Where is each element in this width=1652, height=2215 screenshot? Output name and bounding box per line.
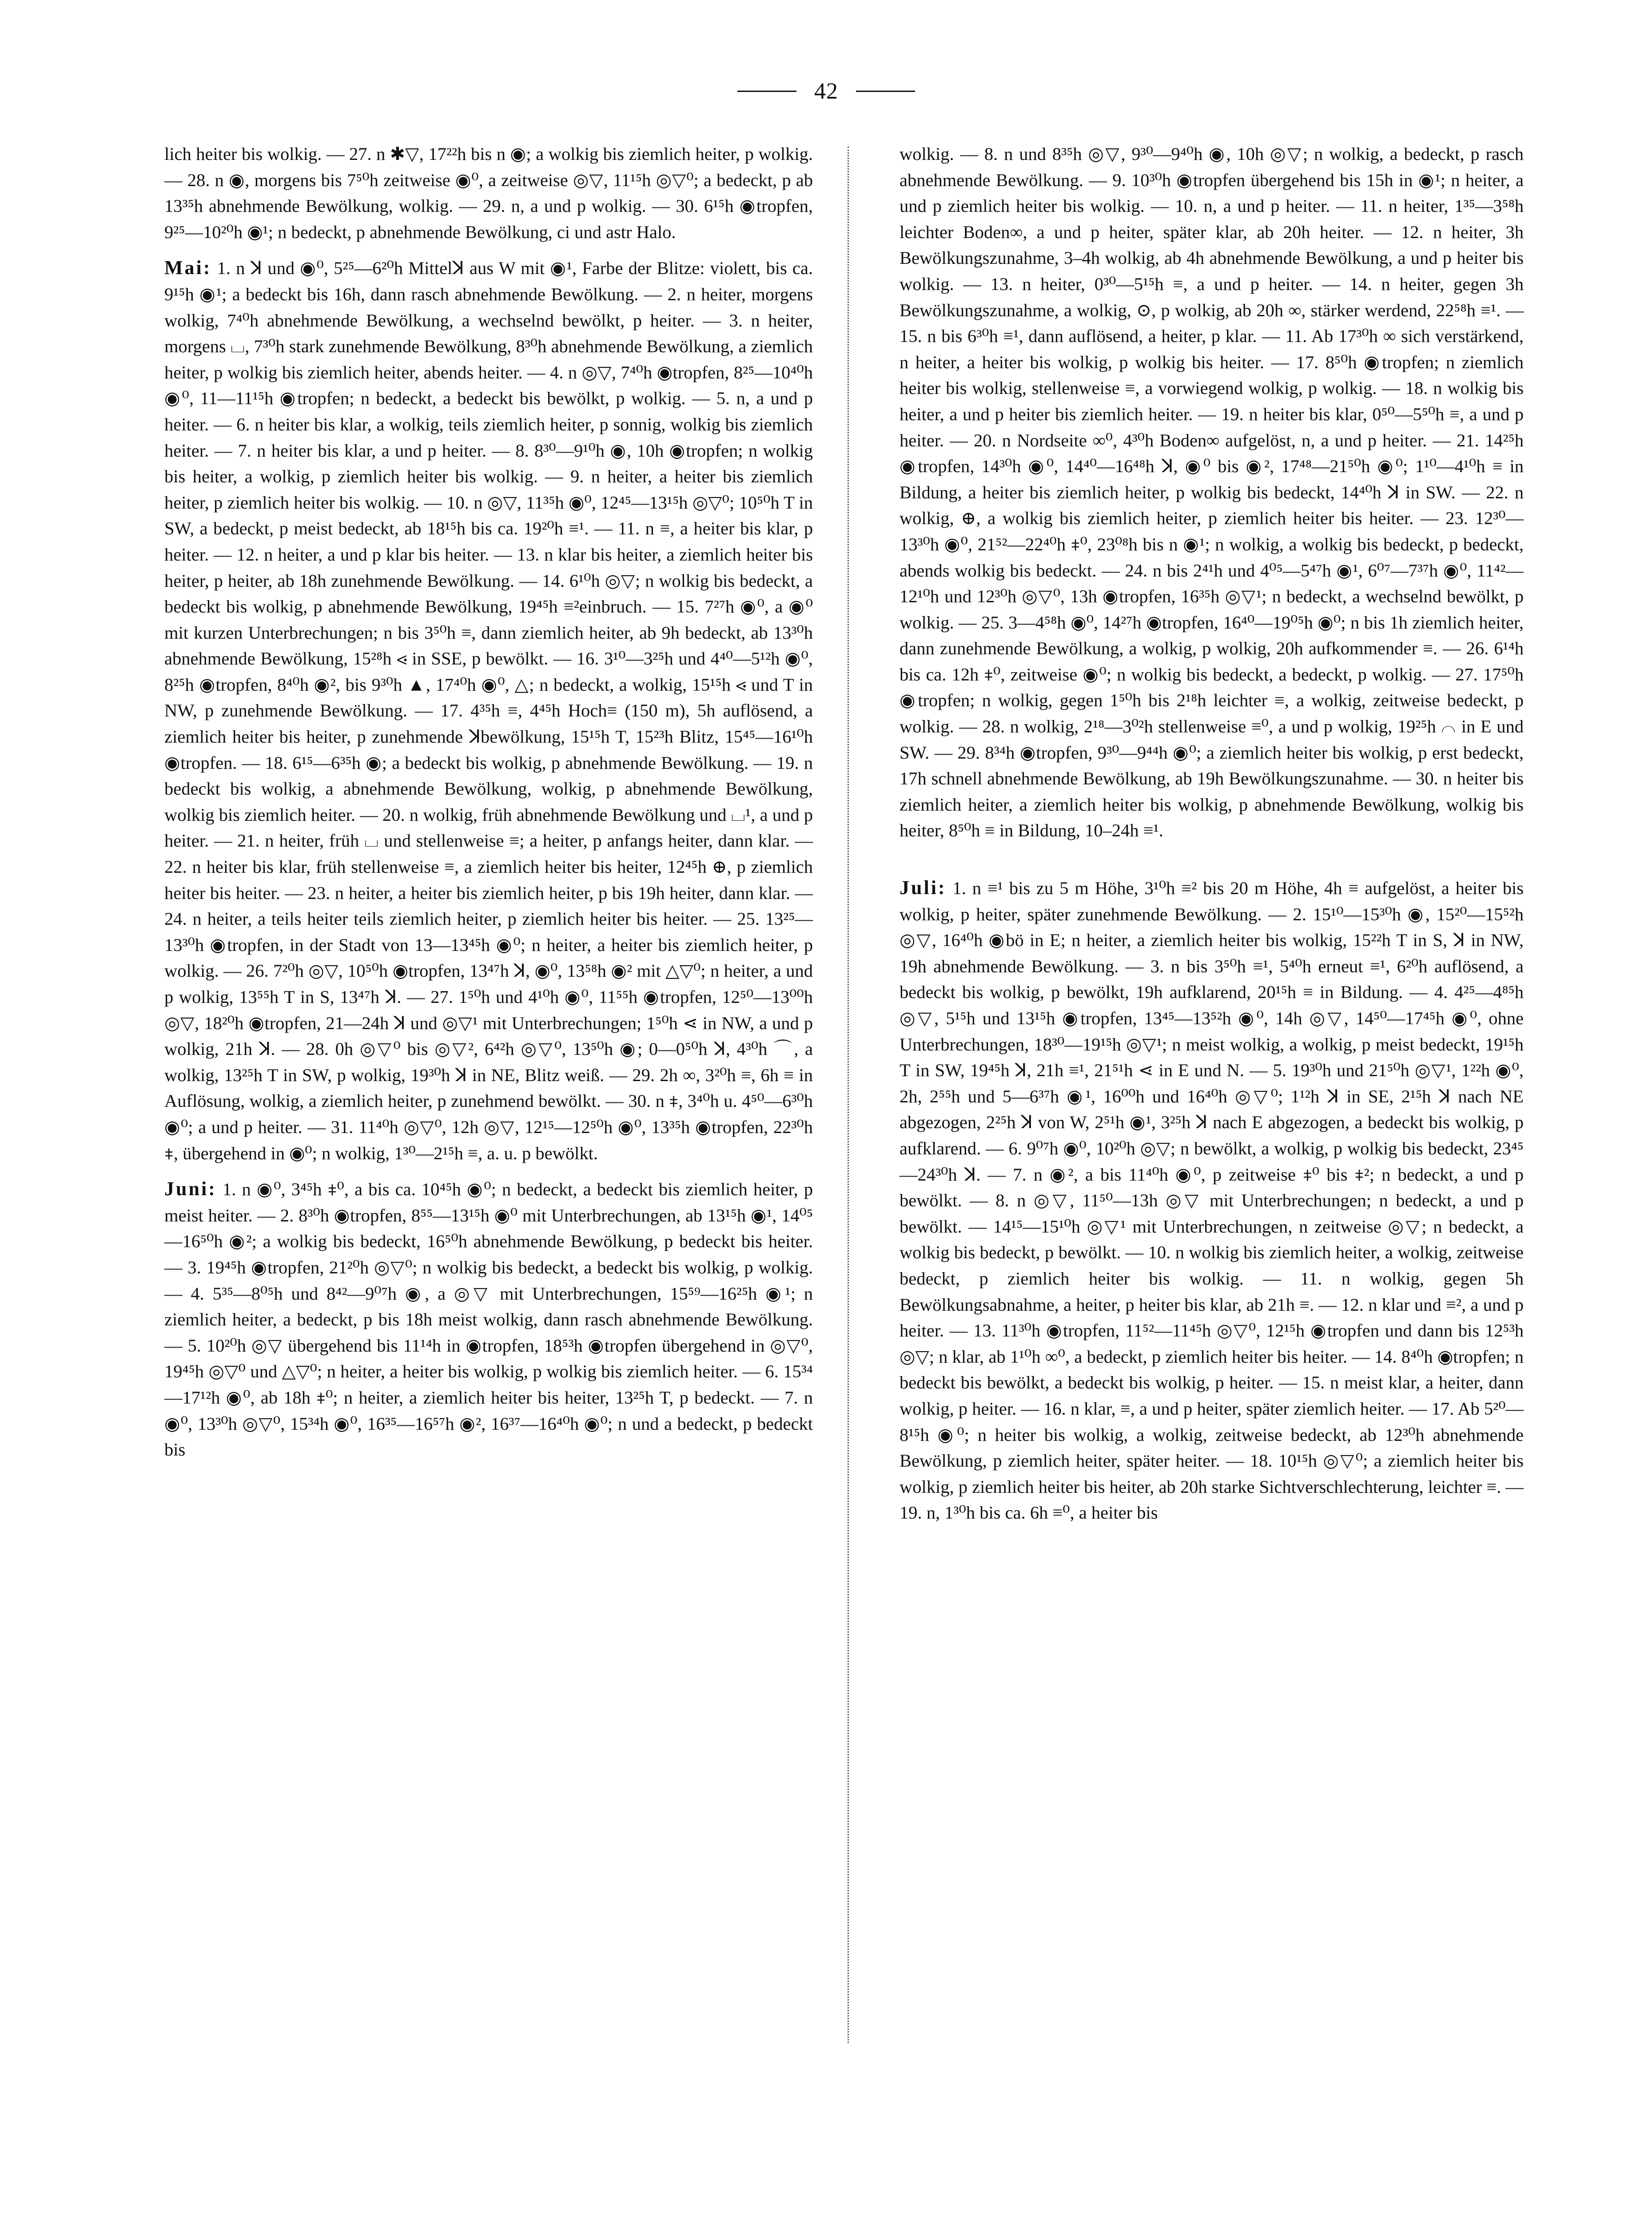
april-continuation: lich heiter bis wolkig. — 27. n ✱▽, 17²²h bis n ◉; a wolkig bis ziemlich heiter, p wolkig. — 28. n ◉, morgens bis 7⁵⁰h zeitweise ◉⁰, a zeitweise ◎▽, 11¹⁵h ◎▽⁰; a bedeckt, p ab 13³⁵h abnehmende Bewölkung, wolkig. — 29. n, a und p wolkig. — 30. 6¹⁵h ◉tropfen, 9²⁵—10²⁰h ◉¹; n bedeckt, p abnehmende Bewölkung, ci und astr Halo. [164, 144, 813, 242]
month-text-juni: 1. n ◉⁰, 3⁴⁵h ⧧⁰, a bis ca. 10⁴⁵h ◉⁰; n bedeckt, a bedeckt bis ziemlich heiter, p meist heiter. — 2. 8³⁰h ◉tropfen, 8⁵⁵—13¹⁵h ◉⁰ mit Unterbrechungen, ab 13¹⁵h ◉¹, 14⁰⁵—16⁵⁰h ◉²; a wolkig bis bedeckt, 16⁵⁰h abnehmende Bewölkung, p bedeckt bis heiter. — 3. 19⁴⁵h ◉tropfen, 21²⁰h ◎▽⁰; n wolkig bis bedeckt, a bedeckt bis wolkig, p wolkig. — 4. 5³⁵—8⁰⁵h und 8⁴²—9⁰⁷h ◉, a ◎▽ mit Unterbrechungen, 15⁵⁹—16²⁵h ◉¹; n ziemlich heiter, a bedeckt, p bis 18h meist wolkig, dann rasch abnehmende Bewölkung. — 5. 10²⁰h ◎▽ übergehend bis 11¹⁴h in ◉tropfen, 18⁵³h ◉tropfen übergehend in ◎▽⁰, 19⁴⁵h ◎▽⁰ und △▽⁰; n heiter, a heiter bis wolkig, p wolkig bis ziemlich heiter. — 6. 15³⁴—17¹²h ◉⁰, ab 18h ⧧⁰; n heiter, a ziemlich heiter bis heiter, 13²⁵h T, p bedeckt. — 7. n ◉⁰, 13³⁰h ◎▽⁰, 15³⁴h ◉⁰, 16³⁵—16⁵⁷h ◉², 16³⁷—16⁴⁰h ◉⁰; n und a bedeckt, p bedeckt bis [164, 1179, 813, 1460]
month-entry-mai [164, 255, 813, 1166]
left-column [164, 141, 813, 2127]
page-number: 42 [814, 78, 838, 104]
right-column [900, 141, 1524, 2127]
juni-continuation: wolkig. — 8. n und 8³⁵h ◎▽, 9³⁰—9⁴⁰h ◉, 10h ◎▽; n wolkig, a bedeckt, p rasch abnehmende Bewölkung. — 9. 10³⁰h ◉tropfen übergehend bis 15h in ◉¹; n heiter, a und p ziemlich heiter bis wolkig. — 10. n, a und p heiter. — 11. n heiter, 1³⁵—3⁵⁸h leichter Boden∞, a und p heiter, später klar, ab 20h heiter. — 12. n heiter, 3h Bewölkungszunahme, 3–4h wolkig, ab 4h abnehmende Bewölkung, a und p heiter bis wolkig. — 13. n heiter, 0³⁰—5¹⁵h ≡, a und p heiter. — 14. n heiter, gegen 3h Bewölkungszunahme, a wolkig, ⊙, p wolkig, ab 20h ∞, stärker werdend, 22⁵⁸h ≡¹. — 15. n bis 6³⁰h ≡¹, dann auflösend, a heiter, p klar. — 11. Ab 17³⁰h ∞ sich verstärkend, n heiter, a heiter bis wolkig, p wolkig bis heiter. — 17. 8⁵⁰h ◉tropfen; n ziemlich heiter bis wolkig, stellenweise ≡, a vorwiegend wolkig, p wolkig. — 18. n wolkig bis heiter, a und p heiter bis ziemlich heiter. — 19. n heiter bis klar, 0⁵⁰—5⁵⁰h ≡, a und p heiter. — 20. n Nordseite ∞⁰, 4³⁰h Boden∞ aufgelöst, n, a und p heiter. — 21. 14²⁵h ◉tropfen, 14³⁰h ◉⁰, 14⁴⁰—16⁴⁸h ꓘ, ◉⁰ bis ◉², 17⁴⁸—21⁵⁰h ◉⁰; 1¹⁰—4¹⁰h ≡ in Bildung, a heiter bis ziemlich heiter, p wolkig bis bedeckt, 14⁴⁰h ꓘ in SW. — 22. n wolkig, ⊕, a wolkig bis ziemlich heiter, p ziemlich heiter bis heiter. — 23. 12³⁰—13³⁰h ◉⁰, 21⁵²—22⁴⁰h ⧧⁰, 23⁰⁸h bis n ◉¹; n wolkig, a wolkig bis bedeckt, p bedeckt, abends wolkig bis bedeckt. — 24. n bis 2⁴¹h und 4⁰⁵—5⁴⁷h ◉¹, 6⁰⁷—7³⁷h ◉⁰, 11⁴²—12¹⁰h und 12³⁰h ◎▽⁰, 13h ◉tropfen, 16³⁵h ◎▽¹; n bedeckt, a wechselnd bewölkt, p wolkig. — 25. 3—4⁵⁸h ◉⁰, 14²⁷h ◉tropfen, 16⁴⁰—19⁰⁵h ◉⁰; n bis 1h ziemlich heiter, dann zunehmende Bewölkung, a wolkig, p wolkig, 20h aufkommender ≡. — 26. 6¹⁴h bis ca. 12h ⧧⁰, zeitweise ◉⁰; n wolkig bis bedeckt, a bedeckt, p wolkig. — 27. 17⁵⁰h ◉tropfen; n wolkig, gegen 1⁵⁰h bis 2¹⁸h leichter ≡, a wolkig, zeitweise bedeckt, p wolkig. — 28. n wolkig, 2¹⁸—3⁰²h stellenweise ≡⁰, a und p wolkig, 19²⁵h ⌒ in E und SW. — 29. 8³⁴h ◉tropfen, 9³⁰—9⁴⁴h ◉⁰; a ziemlich heiter bis wolkig, p erst bedeckt, 17h schnell abnehmende Bewölkung, ab 19h Bewölkungszunahme. — 30. n heiter bis ziemlich heiter, a ziemlich heiter bis wolkig, p abnehmende Bewölkung, wolkig bis heiter, 8⁵⁰h ≡ in Bildung, 10–24h ≡¹. [900, 144, 1524, 841]
month-heading-juli: Juli: [900, 877, 947, 899]
column-divider [848, 147, 849, 2043]
page-header [737, 76, 915, 107]
month-text-juli: 1. n ≡¹ bis zu 5 m Höhe, 3¹⁰h ≡² bis 20 m Höhe, 4h ≡ aufgelöst, a heiter bis wolkig, p heiter, später zunehmende Bewölkung. — 2. 15¹⁰—15³⁰h ◉, 15²⁰—15⁵²h ◎▽, 16⁴⁰h ◉bö in E; n heiter, a ziemlich heiter bis wolkig, 15²²h T in S, ꓘ in NW, 19h abnehmende Bewölkung. — 3. n bis 3⁵⁰h ≡¹, 5⁴⁰h erneut ≡¹, 6²⁰h auflösend, a bedeckt bis wolkig, p bewölkt, 19h aufklarend, 20¹⁵h ≡ in Bildung. — 4. 4²⁵—4⁸⁵h ◎▽, 5¹⁵h und 13¹⁵h ◉tropfen, 13⁴⁵—13⁵²h ◉⁰, 14h ◎▽, 14⁵⁰—17⁴⁵h ◉⁰, ohne Unterbrechungen, 18³⁰—19¹⁵h ◎▽¹; n meist wolkig, a wolkig, p meist bedeckt, 19¹⁵h T in SW, 19⁴⁵h ꓘ, 21h ≡¹, 21⁵¹h ⋖ in E und N. — 5. 19³⁰h und 21⁵⁰h ◎▽¹, 1²²h ◉⁰, 2h, 2⁵⁵h und 5—6³⁷h ◉¹, 16⁰⁰h und 16⁴⁰h ◎▽⁰; 1¹²h ꓘ in SE, 2¹⁵h ꓘ nach NE abgezogen, 2²⁵h ꓘ von W, 2⁵¹h ◉¹, 3²⁵h ꓘ nach E abgezogen, a bedeckt bis wolkig, p aufklarend. — 6. 9⁰⁷h ◉⁰, 10²⁰h ◎▽; n bewölkt, a wolkig, p wolkig bis bedeckt, 23⁴⁵—24³⁰h ꓘ. — 7. n ◉², a bis 11⁴⁰h ◉⁰, p zeitweise ⧧⁰ bis ⧧²; n bedeckt, a und p bewölkt. — 8. n ◎▽, 11⁵⁰—13h ◎▽ mit Unterbrechungen; n bedeckt, a und p bewölkt. — 14¹⁵—15¹⁰h ◎▽¹ mit Unterbrechungen, n zeitweise ◎▽; n bedeckt, a wolkig bis bedeckt, p bewölkt. — 10. n wolkig bis ziemlich heiter, a wolkig, zeitweise bedeckt, p ziemlich heiter bis wolkig. — 11. n wolkig, gegen 5h Bewölkungsabnahme, a heiter, p heiter bis klar, ab 21h ≡. — 12. n klar und ≡², a und p heiter. — 13. 11³⁰h ◉tropfen, 11⁵²—11⁴⁵h ◎▽⁰, 12¹⁵h ◉tropfen und dann bis 12⁵³h ◎▽; n klar, ab 1¹⁰h ∞⁰, a bedeckt, p ziemlich heiter bis heiter. — 14. 8⁴⁰h ◉tropfen; n bedeckt bis bewölkt, a bedeckt bis wolkig, p heiter. — 15. n meist klar, a heiter, dann wolkig, p heiter. — 16. n klar, ≡, a und p heiter, später ziemlich heiter. — 17. Ab 5²⁰—8¹⁵h ◉⁰; n heiter bis wolkig, a wolkig, zeitweise bedeckt, ab 12³⁰h abnehmende Bewölkung, p ziemlich heiter, später heiter. — 18. 10¹⁵h ◎▽⁰; a ziemlich heiter bis wolkig, p ziemlich heiter bis heiter, ab 20h starke Sichtverschlechterung, leichter ≡. — 19. n, 1³⁰h bis ca. 6h ≡⁰, a heiter bis [900, 878, 1524, 1523]
month-text-mai: 1. n ꓘ und ◉⁰, 5²⁵—6²⁰h Mittelꓘ aus W mit ◉¹, Farbe der Blitze: violett, bis ca. 9¹⁵h ◉¹; a bedeckt bis 16h, dann rasch abnehmende Bewölkung. — 2. n heiter, morgens wolkig, 7⁴⁰h abnehmende Bewölkung, a wechselnd bewölkt, p heiter. — 3. n heiter, morgens ⌴, 7³⁰h stark zunehmende Bewölkung, 8³⁰h abnehmende Bewölkung, a ziemlich heiter, p wolkig bis ziemlich heiter, abends heiter. — 4. n ◎▽, 7⁴⁰h ◉tropfen, 8²⁵—10⁴⁰h ◉⁰, 11—11¹⁵h ◉tropfen; n bedeckt, a bedeckt bis bewölkt, p wolkig. — 5. n, a und p heiter. — 6. n heiter bis klar, a wolkig, teils ziemlich heiter, p sonnig, wolkig bis ziemlich heiter. — 7. n heiter bis klar, a und p heiter. — 8. 8³⁰—9¹⁰h ◉, 10h ◉tropfen; n wolkig bis heiter, a wolkig, p ziemlich heiter bis wolkig. — 9. n heiter, a heiter bis ziemlich heiter, p ziemlich heiter bis wolkig. — 10. n ◎▽, 11³⁵h ◉⁰, 12⁴⁵—13¹⁵h ◎▽⁰; 10⁵⁰h T in SW, a bedeckt, p meist bedeckt, ab 18¹⁵h bis ca. 19²⁰h ≡¹. — 11. n ≡, a heiter bis klar, p heiter. — 12. n heiter, a und p klar bis heiter. — 13. n klar bis heiter, a ziemlich heiter bis heiter, p heiter, ab 18h zunehmende Bewölkung. — 14. 6¹⁰h ◎▽; n wolkig bis bedeckt, a bedeckt bis wolkig, p abnehmende Bewölkung, 19⁴⁵h ≡²einbruch. — 15. 7²⁷h ◉⁰, a ◉⁰ mit kurzen Unterbrechungen; n bis 3⁵⁰h ≡, dann ziemlich heiter, ab 9h bedeckt, ab 13³⁰h abnehmende Bewölkung, 15²⁸h ⋖ in SSE, p bewölkt. — 16. 3¹⁰—3²⁵h und 4⁴⁰—5¹²h ◉⁰, 8²⁵h ◉tropfen, 8⁴⁰h ◉², bis 9³⁰h ▲, 17⁴⁰h ◉⁰, △; n bedeckt, a wolkig, 15¹⁵h ⋖ und T in NW, p zunehmende Bewölkung. — 17. 4³⁵h ≡, 4⁴⁵h Hoch≡ (150 m), 5h auflösend, a ziemlich heiter bis heiter, p zunehmende ꓘbewölkung, 15¹⁵h T, 15²³h Blitz, 15⁴⁵—16¹⁰h ◉tropfen. — 18. 6¹⁵—6³⁵h ◉; a bedeckt bis wolkig, p abnehmende Bewölkung. — 19. n bedeckt bis wolkig, a abnehmende Bewölkung, wolkig, p abnehmende Bewölkung, wolkig bis ziemlich heiter. — 20. n wolkig, früh abnehmende Bewölkung und ⌴¹, a und p heiter. — 21. n heiter, früh ⌴ und stellenweise ≡; a heiter, p anfangs heiter, dann klar. — 22. n heiter bis klar, früh stellenweise ≡, a ziemlich heiter bis heiter, 12⁴⁵h ⊕, p ziemlich heiter bis heiter. — 23. n heiter, a heiter bis ziemlich heiter, p bis 19h heiter, dann klar. — 24. n heiter, a teils heiter teils ziemlich heiter, p ziemlich heiter bis heiter. — 25. 13²⁵—13³⁰h ◉tropfen, in der Stadt von 13—13⁴⁵h ◉⁰; n heiter, a heiter bis ziemlich heiter, p wolkig. — 26. 7²⁰h ◎▽, 10⁵⁰h ◉tropfen, 13⁴⁷h ꓘ, ◉⁰, 13⁵⁸h ◉² mit △▽⁰; n heiter, a und p wolkig, 13⁵⁵h T in S, 13⁴⁷h ꓘ. — 27. 1⁵⁰h und 4¹⁰h ◉⁰, 11⁵⁵h ◉tropfen, 12⁵⁰—13⁰⁰h ◎▽, 18²⁰h ◉tropfen, 21—24h ꓘ und ◎▽¹ mit Unterbrechungen; 1⁵⁰h ⋖ in NW, a und p wolkig, 21h ꓘ. — 28. 0h ◎▽⁰ bis ◎▽², 6⁴²h ◎▽⁰, 13⁵⁰h ◉; 0—0⁵⁰h ꓘ, 4³⁰h ⌒, a wolkig, 13²⁵h T in SW, p wolkig, 19³⁰h ꓘ in NE, Blitz weiß. — 29. 2h ∞, 3²⁰h ≡, 6h ≡ in Auflösung, wolkig, a ziemlich heiter, p zunehmend bewölkt. — 30. n ⧧, 3⁴⁰h u. 4⁵⁰—6³⁰h ◉⁰; a und p heiter. — 31. 11⁴⁰h ◎▽⁰, 12h ◎▽, 12¹⁵—12⁵⁰h ◉⁰, 13³⁵h ◉tropfen, 22³⁰h ⧧, übergehend in ◉⁰; n wolkig, 1³⁰—2¹⁵h ≡, a. u. p bewölkt. [164, 258, 813, 1163]
header-rule-right [856, 91, 915, 92]
month-heading-juni: Juni: [164, 1178, 217, 1200]
month-entry-juli [900, 875, 1524, 1526]
month-heading-mai: Mai: [164, 257, 212, 279]
header-rule-left [737, 91, 796, 92]
month-entry-juni [164, 1176, 813, 1463]
